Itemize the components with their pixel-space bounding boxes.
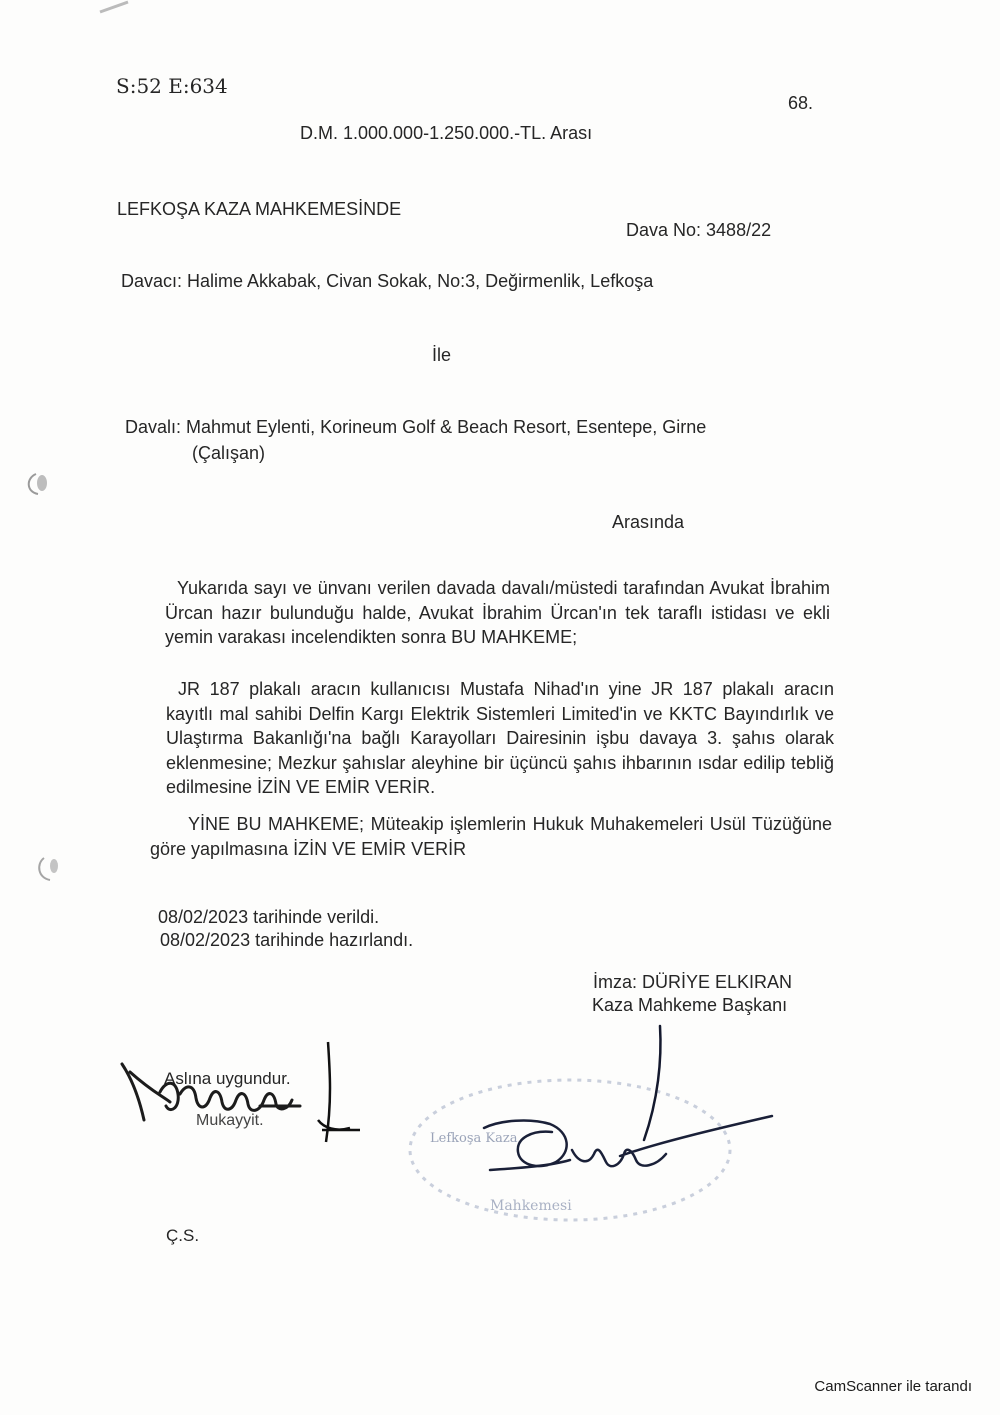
signature-name: İmza: DÜRİYE ELKIRAN — [593, 972, 793, 992]
binder-hole-icon — [32, 852, 72, 884]
page-number: 68. — [788, 93, 814, 113]
conjunction-ile: İle — [432, 345, 452, 365]
paragraph-order-procedure: YİNE BU MAHKEME; Müteakip işlemlerin Hukuk Muhakemeleri Usül Tüzüğüne göre yapılmasına İZİN VE EMİR VERİR — [150, 814, 832, 859]
binder-hole-icon — [22, 468, 62, 498]
value-range-heading: D.M. 1.000.000-1.250.000.-TL. Arası — [300, 123, 593, 143]
paragraph-intro: Yukarıda sayı ve ünvanı verilen davada davalı/müstedi tarafından Avukat İbrahim Ürcan hazır bulunduğu halde, Avukat İbrahim Ürcan'ın tek taraflı istidası ve ekli yemin varakası incelendikten sonra BU MAHKEME; — [165, 578, 830, 647]
registrar-signature-icon — [110, 1032, 360, 1152]
certified-copy-label: Aslına uygundur. — [164, 1069, 291, 1088]
defendant-line: Davalı: Mahmut Eylenti, Korineum Golf & Beach Resort, Esentepe, Girne — [125, 417, 707, 437]
svg-text:Lefkoşa Kaza: Lefkoşa Kaza — [430, 1131, 518, 1146]
plaintiff-line: Davacı: Halime Akkabak, Civan Sokak, No:3, Değirmenlik, Lefkoşa — [121, 271, 654, 291]
judge-signature-icon — [460, 1020, 780, 1190]
court-name: LEFKOŞA KAZA MAHKEMESİNDE — [117, 199, 402, 219]
signature-title: Kaza Mahkeme Başkanı — [592, 995, 788, 1015]
registrar-label: Mukayyit. — [196, 1112, 264, 1129]
initials-label: Ç.S. — [166, 1226, 200, 1245]
svg-text:Mahkemesi: Mahkemesi — [490, 1198, 572, 1214]
scanner-watermark: CamScanner ile tarandı — [814, 1378, 972, 1395]
file-reference: S:52 E:634 — [116, 74, 228, 98]
defendant-role: (Çalışan) — [192, 443, 266, 463]
issued-date-line: 08/02/2023 tarihinde verildi. — [158, 907, 380, 927]
case-number: Dava No: 3488/22 — [626, 220, 772, 240]
prepared-date-line: 08/02/2023 tarihinde hazırlandı. — [160, 930, 414, 950]
paragraph-order-third-party: JR 187 plakalı aracın kullanıcısı Mustafa Nihad'ın yine JR 187 plakalı aracın kayıtlı mal sahibi Delfin Kargı Elektrik Sistemleri Limited'in ve KKTC Bayındırlık ve Ulaştırma Bakanlığı'na bağlı Karayolları Dairesinin işbu davaya 3. şahıs olarak eklenmesine; Mezkur şahıslar aleyhine bir üçüncü şahıs ihbarının ısdar edilip tebliğ edilmesine İZİN VE EMİR VERİR. — [166, 679, 834, 797]
between-label: Arasında — [612, 512, 685, 532]
corner-smudge-icon — [98, 0, 138, 14]
